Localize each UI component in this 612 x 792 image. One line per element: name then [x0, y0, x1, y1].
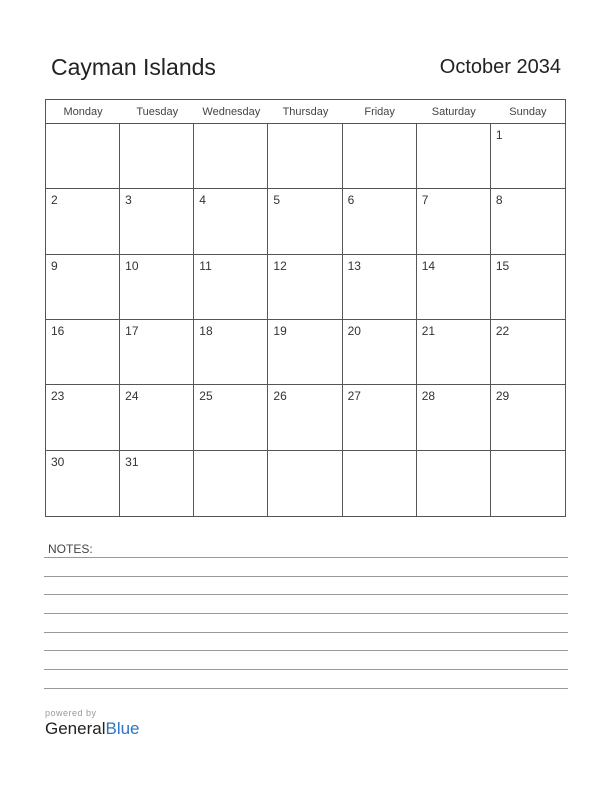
- weekday-tuesday: Tuesday: [136, 106, 179, 118]
- weekday-sunday: Sunday: [509, 106, 547, 118]
- day-cell: [46, 320, 120, 385]
- day-cell: [268, 124, 342, 189]
- day-number: 25: [199, 389, 213, 404]
- day-cell: [46, 124, 120, 189]
- day-cell: [268, 451, 342, 516]
- day-cell: [268, 255, 342, 320]
- day-cell: [491, 451, 565, 516]
- day-cell: [491, 320, 565, 385]
- day-number: 29: [495, 389, 510, 404]
- day-number: 1: [495, 128, 503, 142]
- day-number: 14: [421, 258, 436, 273]
- weekday-saturday: Saturday: [431, 106, 476, 118]
- day-cell: [194, 385, 268, 450]
- day-number: 13: [347, 258, 361, 273]
- day-number: 26: [273, 389, 287, 404]
- day-cell: [491, 255, 565, 320]
- day-cell: [46, 451, 120, 516]
- day-number: 10: [125, 258, 139, 273]
- weekday-header: [46, 100, 565, 124]
- note-line: [44, 557, 568, 558]
- day-cell: [194, 255, 268, 320]
- day-number: 24: [125, 389, 139, 404]
- day-number: 8: [495, 193, 503, 208]
- day-number: 4: [199, 193, 206, 208]
- note-line: [44, 576, 568, 577]
- day-cell: [120, 124, 194, 189]
- day-number: 21: [421, 324, 436, 338]
- day-cell: [343, 320, 417, 385]
- day-number: 6: [347, 193, 355, 208]
- day-number: 17: [125, 324, 139, 338]
- day-cell: [417, 451, 491, 516]
- brand-logo: [45, 708, 140, 739]
- day-cell: [120, 320, 194, 385]
- day-cell: [194, 320, 268, 385]
- day-cell: [268, 189, 342, 254]
- brand-name-blue: Blue: [105, 719, 140, 738]
- day-number: 15: [495, 258, 510, 273]
- brand-name-general: General: [45, 719, 106, 738]
- day-number: 19: [273, 324, 287, 338]
- day-cell: [491, 385, 565, 450]
- day-cell: [417, 124, 491, 189]
- day-cell: [343, 189, 417, 254]
- weekday-thursday: Thursday: [282, 106, 329, 118]
- day-cell: [194, 451, 268, 516]
- day-number: 28: [421, 389, 436, 404]
- day-cell: [268, 385, 342, 450]
- day-number: 9: [51, 258, 58, 273]
- day-cell: [343, 124, 417, 189]
- day-cell: [417, 255, 491, 320]
- day-number: 2: [51, 193, 58, 208]
- calendar-grid: [45, 99, 566, 517]
- weekday-friday: Friday: [364, 106, 395, 118]
- day-number: 20: [347, 324, 361, 338]
- day-cell: [120, 385, 194, 450]
- day-cell: [194, 189, 268, 254]
- day-cell: [343, 385, 417, 450]
- day-cell: [46, 385, 120, 450]
- note-line: [44, 669, 568, 670]
- note-line: [44, 650, 568, 651]
- brand-name: [45, 719, 140, 739]
- day-number: 22: [495, 324, 510, 338]
- day-number: 30: [51, 454, 65, 469]
- day-cell: [343, 255, 417, 320]
- day-number: 11: [199, 258, 212, 273]
- note-line: [44, 632, 568, 633]
- day-number: 5: [273, 193, 281, 208]
- weekday-monday: Monday: [63, 106, 103, 118]
- day-cell: [194, 124, 268, 189]
- day-cell: [417, 385, 491, 450]
- day-cell: [268, 320, 342, 385]
- day-cell: [120, 255, 194, 320]
- day-number: 12: [273, 258, 287, 273]
- month-label: October 2034: [439, 56, 561, 78]
- day-cell: [491, 124, 565, 189]
- day-cell: [120, 189, 194, 254]
- day-number: 16: [51, 324, 65, 338]
- note-line: [44, 594, 568, 595]
- day-cell: [343, 451, 417, 516]
- day-number: 23: [51, 389, 65, 404]
- day-number: 27: [347, 389, 361, 404]
- day-cell: [46, 189, 120, 254]
- powered-by-text: powered by: [45, 708, 97, 718]
- day-number: 7: [421, 193, 429, 208]
- day-number: 31: [125, 454, 139, 469]
- calendar-body: [46, 124, 565, 516]
- day-cell: [120, 451, 194, 516]
- day-cell: [417, 320, 491, 385]
- day-cell: [46, 255, 120, 320]
- page-title: Cayman Islands: [51, 54, 216, 80]
- day-number: 3: [125, 193, 132, 208]
- day-cell: [417, 189, 491, 254]
- day-number: 18: [199, 324, 213, 338]
- notes-label: NOTES:: [48, 542, 93, 556]
- weekday-wednesday: Wednesday: [202, 106, 261, 118]
- note-line: [44, 688, 568, 689]
- note-line: [44, 613, 568, 614]
- day-cell: [491, 189, 565, 254]
